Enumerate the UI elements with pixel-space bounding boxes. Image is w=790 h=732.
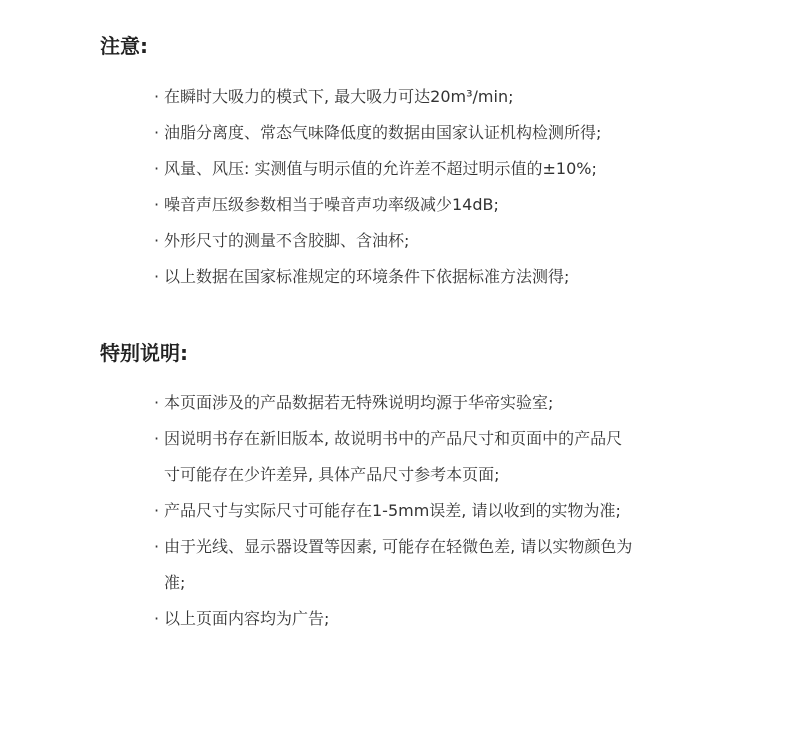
special-item [154,421,634,493]
special-item-text: 产品尺寸与实际尺寸可能存在1-5mm误差, 请以收到的实物为准; [164,501,621,520]
notes-item-text: 油脂分离度、常态气味降低度的数据由国家认证机构检测所得; [164,123,602,142]
bullet: · [154,393,160,412]
notes-item [154,259,654,295]
special-item-text: 以上页面内容均为广告; [164,609,330,628]
notes-item [154,223,654,259]
bullet: · [154,195,160,214]
notes-item-text: 噪音声压级参数相当于噪音声功率级减少14dB; [164,195,499,214]
bullet: · [154,537,160,556]
notes-item [154,151,654,187]
notes-item [154,115,654,151]
special-item [154,493,634,529]
notes-item-text: 外形尺寸的测量不含胶脚、含油杯; [164,231,410,250]
bullet: · [154,267,160,286]
notes-item-text: 风量、风压: 实测值与明示值的允许差不超过明示值的±10%; [164,159,597,178]
notes-heading: 注意: [100,34,148,58]
notes-item [154,187,654,223]
special-heading: 特别说明: [100,341,188,365]
notes-item-text: 以上数据在国家标准规定的环境条件下依据标准方法测得; [164,267,570,286]
bullet: · [154,87,160,106]
notes-item-text: 在瞬时大吸力的模式下, 最大吸力可达20m³/min; [164,87,514,106]
bullet: · [154,501,160,520]
special-item [154,385,634,421]
bullet: · [154,609,160,628]
special-item-text: 本页面涉及的产品数据若无特殊说明均源于华帝实验室; [164,393,554,412]
notes-item [154,79,654,115]
notes-list [154,79,654,295]
special-item-text: 因说明书存在新旧版本, 故说明书中的产品尺寸和页面中的产品尺寸可能存在少许差异, 具体产品尺寸参考本页面; [164,429,623,484]
bullet: · [154,429,160,448]
bullet: · [154,231,160,250]
bullet: · [154,123,160,142]
special-item-text: 由于光线、显示器设置等因素, 可能存在轻微色差, 请以实物颜色为准; [164,537,633,592]
bullet: · [154,159,160,178]
special-item [154,529,634,601]
special-list [154,385,634,637]
special-item [154,601,634,637]
